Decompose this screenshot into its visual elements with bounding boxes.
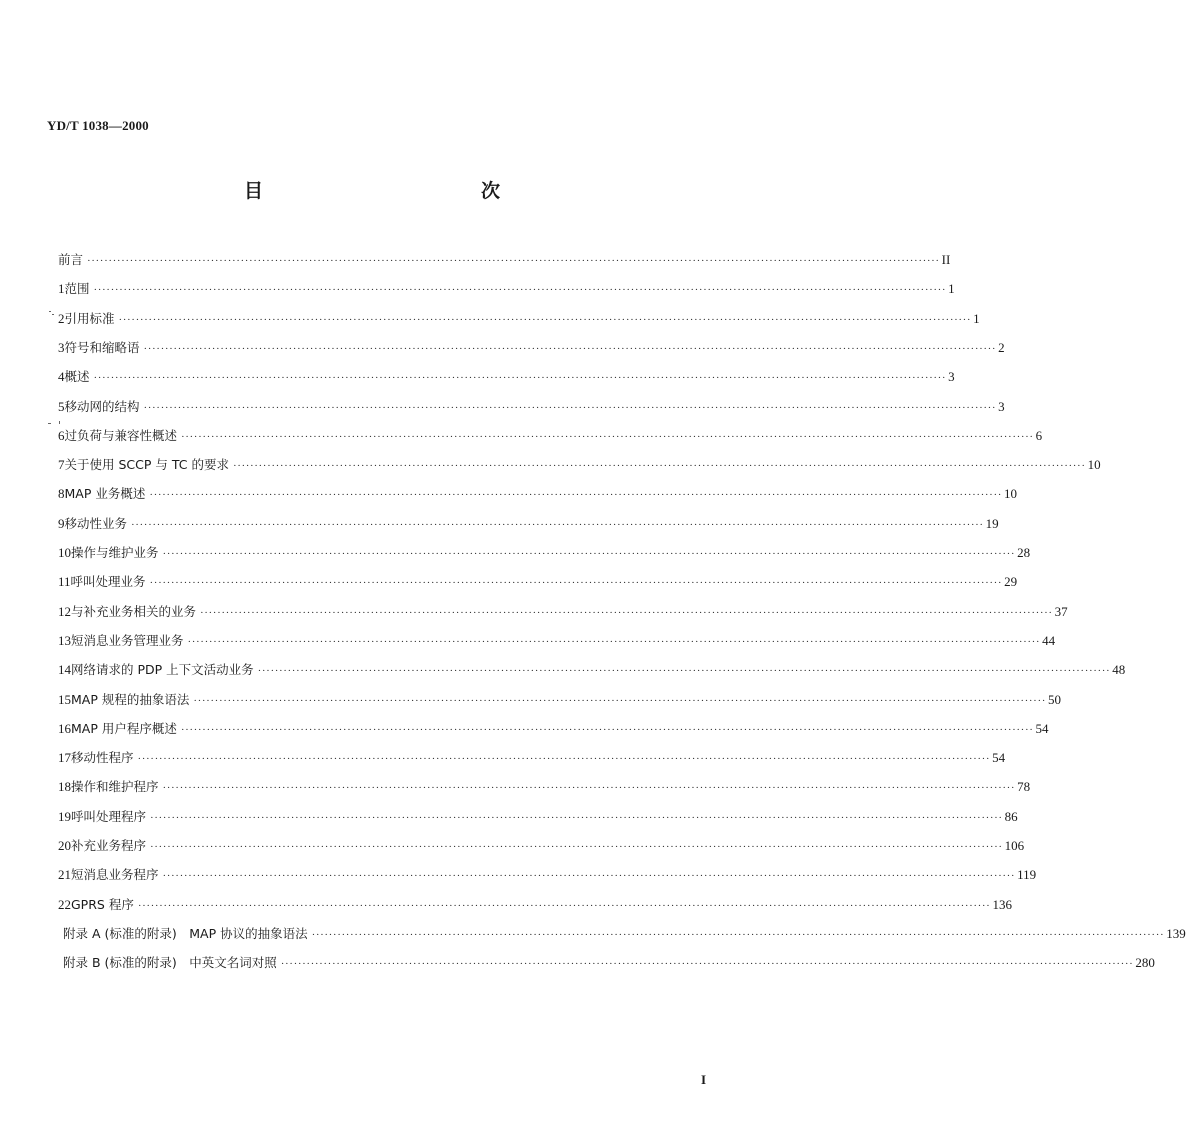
toc-entry-page: 29: [1004, 574, 1018, 589]
toc-leader-dots: ········································································································································································································: [181, 431, 1034, 443]
toc-entry[interactable]: [58, 836, 1025, 856]
toc-entry-title: 短消息业务管理业务: [71, 633, 184, 648]
toc-entry[interactable]: [58, 426, 1043, 446]
toc-leader-dots: ········································································································································································································: [118, 314, 972, 326]
toc-leader-dots: ········································································································································································································: [137, 753, 991, 765]
toc-entry[interactable]: [58, 660, 1126, 680]
toc-entry-title: 移动性业务: [64, 516, 128, 531]
toc-entry[interactable]: [58, 602, 1068, 622]
toc-leader-dots: ········································································································································································································: [149, 577, 1003, 589]
toc-entry-page: 86: [1004, 809, 1018, 824]
toc-entry-title: 与补充业务相关的业务: [71, 604, 197, 619]
toc-entry-number: 20: [58, 838, 71, 853]
toc-entry-page: 44: [1042, 633, 1056, 648]
toc-entry[interactable]: [58, 631, 1056, 651]
toc-entry-page: 54: [992, 750, 1006, 765]
toc-entry-title: 网络请求的 PDP 上下文活动业务: [71, 662, 254, 677]
toc-entry-number: 2: [58, 311, 65, 326]
toc-entry-page: 10: [1087, 457, 1101, 472]
page-title: 目 次: [243, 180, 560, 202]
toc-entry-number: 1: [58, 281, 65, 296]
toc-leader-dots: ········································································································································································································: [232, 460, 1086, 472]
toc-entry-page: 1: [973, 311, 980, 326]
toc-leader-dots: ········································································································································································································: [150, 812, 1003, 824]
toc-entry-title: 关于使用 SCCP 与 TC 的要求: [64, 457, 229, 472]
toc-entry[interactable]: [58, 895, 1012, 915]
toc-entry[interactable]: [58, 719, 1049, 739]
toc-entry-number: 5: [58, 399, 65, 414]
toc-entry-page: 54: [1035, 721, 1049, 736]
toc-entry-page: 3: [948, 369, 955, 384]
scan-speck: [49, 311, 51, 312]
toc-entry-title: 范围: [64, 281, 90, 296]
toc-entry-number: 18: [58, 779, 71, 794]
toc-entry-title: 概述: [64, 369, 90, 384]
toc-entry[interactable]: [58, 279, 955, 299]
toc-leader-dots: ········································································································································································································: [162, 548, 1016, 560]
scan-speck: [59, 421, 60, 424]
toc-entry-title: 呼叫处理业务: [70, 574, 146, 589]
toc-leader-dots: ········································································································································································································: [180, 724, 1034, 736]
toc-entry-number: 4: [58, 369, 65, 384]
toc-entry[interactable]: [58, 690, 1061, 710]
toc-entry-title: 前言: [58, 252, 84, 267]
toc-entry-number: 13: [58, 633, 71, 648]
toc-entry-title: MAP 规程的抽象语法: [71, 692, 190, 707]
toc-entry-number: 3: [58, 340, 65, 355]
toc-entry-page: 37: [1054, 604, 1068, 619]
toc-entry-title: 补充业务程序: [71, 838, 147, 853]
toc-entry-title: 附录 A (标准的附录) MAP 协议的抽象语法: [63, 926, 308, 941]
toc-leader-dots: ········································································································································································································: [131, 519, 984, 531]
toc-entry-title: 短消息业务程序: [71, 867, 159, 882]
toc-entry-number: 10: [58, 545, 71, 560]
standard-code: YD/T 1038—2000: [47, 118, 149, 133]
toc-entry-page: 139: [1166, 926, 1186, 941]
toc-entry-title: 操作和维护程序: [71, 779, 159, 794]
toc-entry-page: 78: [1017, 779, 1031, 794]
toc-entry-page: 2: [998, 340, 1005, 355]
toc-leader-dots: ········································································································································································································: [162, 782, 1016, 794]
toc-leader-dots: ········································································································································································································: [143, 402, 997, 414]
toc-entry-number: 14: [58, 662, 71, 677]
toc-leader-dots: ········································································································································································································: [162, 870, 1016, 882]
toc-entry-number: 9: [58, 516, 65, 531]
toc-entry-page: 48: [1112, 662, 1126, 677]
toc-leader-dots: ········································································································································································································: [93, 284, 947, 296]
toc-entry-page: 3: [998, 399, 1005, 414]
toc-entry-page: 136: [992, 897, 1012, 912]
toc-entry-title: 移动网的结构: [64, 399, 140, 414]
toc-entry-title: 引用标准: [64, 311, 115, 326]
toc-entry[interactable]: [58, 367, 955, 387]
toc-entry-page: 106: [1004, 838, 1025, 853]
toc-entry[interactable]: [58, 250, 951, 270]
toc-entry-number: 22: [58, 897, 71, 912]
toc-entry-number: 11: [58, 574, 71, 589]
toc-leader-dots: ········································································································································································································: [150, 841, 1003, 853]
toc-entry-number: 8: [58, 486, 65, 501]
toc-entry-page: 50: [1047, 692, 1061, 707]
toc-entry-page: 119: [1017, 867, 1037, 882]
toc-entry[interactable]: [58, 338, 1005, 358]
toc-leader-dots: ········································································································································································································: [193, 695, 1046, 707]
toc-entry-title: GPRS 程序: [71, 897, 134, 912]
toc-entry-page: 10: [1003, 486, 1017, 501]
toc-entry-number: 17: [58, 750, 71, 765]
toc-entry-title: 附录 B (标准的附录) 中英文名词对照: [63, 955, 277, 970]
toc-entry-title: 操作与维护业务: [71, 545, 159, 560]
toc-entry-number: 6: [58, 428, 65, 443]
scan-speck: [48, 423, 51, 424]
toc-entry[interactable]: [58, 309, 980, 329]
toc-entry[interactable]: [58, 397, 1005, 417]
toc-entry-page: 1: [948, 281, 955, 296]
toc-entry[interactable]: [63, 924, 1186, 944]
toc-entry[interactable]: [58, 807, 1018, 827]
toc-leader-dots: ········································································································································································································: [200, 607, 1053, 619]
toc-entry-title: MAP 用户程序概述: [71, 721, 177, 736]
toc-entry-page: 280: [1135, 955, 1155, 970]
toc-leader-dots: ········································································································································································································: [149, 489, 1002, 501]
toc-leader-dots: ········································································································································································································: [137, 900, 991, 912]
toc-leader-dots: ········································································································································································································: [87, 255, 940, 267]
toc-entry-title: 呼叫处理程序: [71, 809, 147, 824]
toc-entry-number: 19: [58, 809, 71, 824]
toc-leader-dots: ········································································································································································································: [280, 958, 1134, 970]
page-number: I: [700, 1072, 706, 1087]
toc-entry[interactable]: [58, 543, 1031, 563]
toc-entry[interactable]: [58, 484, 1017, 504]
toc-entry-page: 28: [1017, 545, 1031, 560]
toc-entry-page: 19: [985, 516, 999, 531]
toc-entry-page: 6: [1035, 428, 1043, 443]
toc-entry[interactable]: [58, 514, 999, 534]
toc-entry-title: 移动性程序: [71, 750, 134, 765]
toc-leader-dots: ········································································································································································································: [187, 636, 1041, 648]
toc-entry[interactable]: [58, 748, 1006, 768]
toc-leader-dots: ········································································································································································································: [311, 929, 1165, 941]
toc-entry[interactable]: [58, 777, 1031, 797]
toc-entry-title: MAP 业务概述: [64, 486, 146, 501]
toc-entry[interactable]: [58, 865, 1037, 885]
toc-entry-title: 过负荷与兼容性概述: [64, 428, 178, 443]
toc-leader-dots: ········································································································································································································: [143, 343, 997, 355]
toc-entry-number: 7: [58, 457, 65, 472]
toc-entry-title: 符号和缩略语: [64, 340, 140, 355]
toc-leader-dots: ········································································································································································································: [257, 665, 1111, 677]
toc-entry-number: 21: [58, 867, 71, 882]
toc-entry-number: 16: [58, 721, 71, 736]
toc-entry-number: 15: [58, 692, 71, 707]
toc-entry-number: 12: [58, 604, 71, 619]
toc-entry-page: II: [941, 252, 951, 267]
toc-entry[interactable]: [63, 953, 1155, 973]
toc-leader-dots: ········································································································································································································: [93, 372, 947, 384]
toc-entry[interactable]: [58, 455, 1101, 475]
scan-speck: [52, 314, 54, 315]
toc-entry[interactable]: [58, 572, 1018, 592]
